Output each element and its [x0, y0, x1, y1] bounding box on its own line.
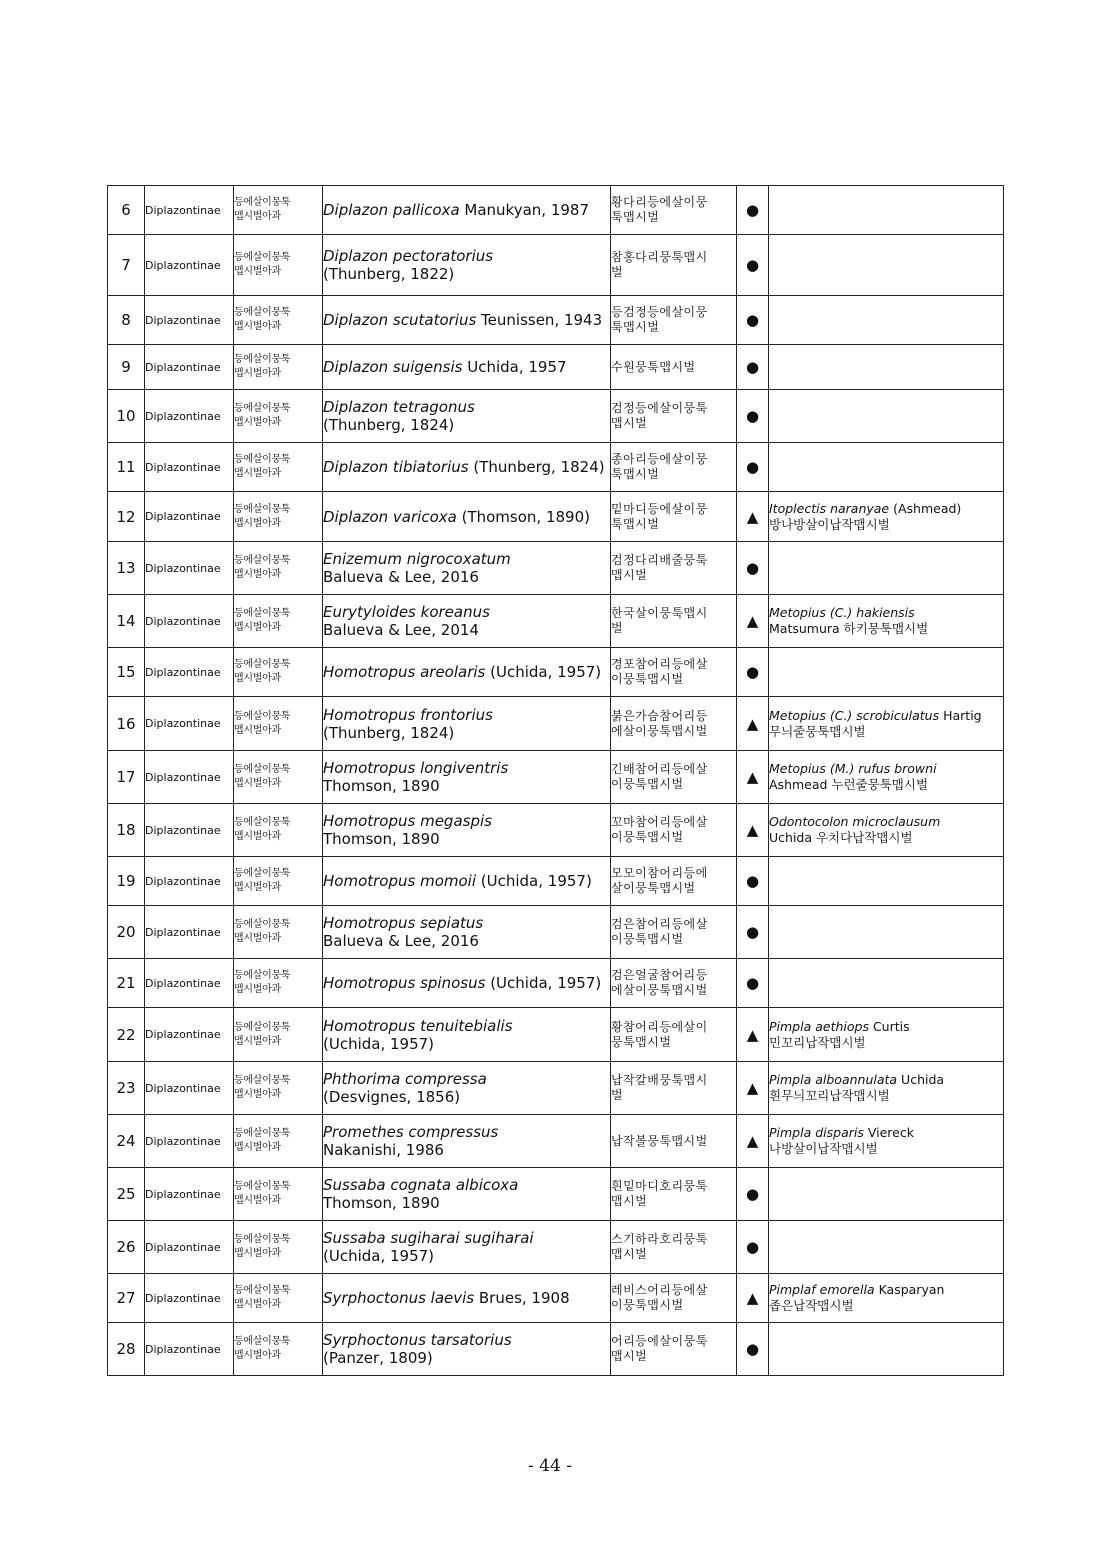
- table-row: [108, 1274, 1004, 1323]
- cell-subfamily: Diplazontinae: [145, 1168, 234, 1221]
- cell-korean-name: 황다리등에살이뭉 툭맵시벌: [611, 186, 737, 235]
- scientific-name-italic: Homotropus areolaris: [323, 663, 486, 681]
- cell-scientific-name: [323, 345, 611, 390]
- circle-marker-icon: ●: [737, 345, 769, 390]
- table-body: [108, 186, 1004, 1376]
- cell-subfamily: Diplazontinae: [145, 345, 234, 390]
- cell-korean-name: 레비스어리등에살 이뭉툭맵시벌: [611, 1274, 737, 1323]
- cell-subfamily: Diplazontinae: [145, 648, 234, 697]
- scientific-name-italic: Eurytyloides koreanus: [323, 603, 490, 621]
- triangle-marker-icon: ▲: [737, 751, 769, 804]
- scientific-name-author: (Uchida, 1957): [323, 1247, 435, 1265]
- triangle-marker-icon: ▲: [737, 1115, 769, 1168]
- scientific-name-author: Thomson, 1890: [323, 1194, 440, 1212]
- scientific-name-author: (Thunberg, 1824): [323, 416, 455, 434]
- scientific-name-italic: Homotropus spinosus: [323, 974, 486, 992]
- scientific-name-author: Brues, 1908: [474, 1289, 570, 1307]
- cell-scientific-name: [323, 1221, 611, 1274]
- scientific-name-author: (Uchida, 1957): [476, 872, 592, 890]
- cell-korean-name: 흰밑마디호리뭉툭 맵시벌: [611, 1168, 737, 1221]
- cell-number: 21: [108, 959, 145, 1008]
- scientific-name-italic: Diplazon varicoxa: [323, 507, 457, 526]
- cell-number: 25: [108, 1168, 145, 1221]
- cell-family-korean: 등에살이뭉툭 맵시벌아과: [234, 186, 323, 235]
- table-row: [108, 443, 1004, 492]
- cell-subfamily: Diplazontinae: [145, 804, 234, 857]
- cell-subfamily: Diplazontinae: [145, 542, 234, 595]
- cell-scientific-name: [323, 648, 611, 697]
- cell-family-korean: 등에살이뭉툭 맵시벌아과: [234, 390, 323, 443]
- cell-number: 22: [108, 1008, 145, 1062]
- cell-scientific-name: [323, 751, 611, 804]
- scientific-name-italic: Sussaba sugiharai sugiharai: [323, 1229, 534, 1247]
- table-row: [108, 345, 1004, 390]
- cell-host: [769, 1323, 1004, 1376]
- cell-host: [769, 1274, 1004, 1323]
- host-name-rest: Matsumura 하키뭉툭맵시벌: [769, 621, 929, 636]
- host-name-italic: Metopius (C.) scrobiculatus: [769, 707, 940, 723]
- scientific-name-author: (Thunberg, 1822): [323, 265, 455, 283]
- scientific-name-italic: Homotropus momoii: [323, 872, 476, 890]
- cell-family-korean: 등에살이뭉툭 맵시벌아과: [234, 296, 323, 345]
- cell-scientific-name: [323, 492, 611, 542]
- cell-host: [769, 595, 1004, 648]
- cell-family-korean: 등에살이뭉툭 맵시벌아과: [234, 1008, 323, 1062]
- cell-korean-name: 황참어리등에살이 뭉툭맵시벌: [611, 1008, 737, 1062]
- scientific-name-italic: Diplazon suigensis: [323, 358, 463, 376]
- cell-number: 23: [108, 1062, 145, 1115]
- cell-number: 12: [108, 492, 145, 542]
- scientific-name-italic: Promethes compressus: [323, 1123, 499, 1141]
- cell-number: 16: [108, 697, 145, 751]
- cell-scientific-name: [323, 1008, 611, 1062]
- cell-number: 18: [108, 804, 145, 857]
- scientific-name-author: Manukyan, 1987: [459, 201, 589, 219]
- scientific-name-author: Thomson, 1890: [323, 830, 440, 848]
- cell-scientific-name: [323, 906, 611, 959]
- table-row: [108, 492, 1004, 542]
- table-row: [108, 1168, 1004, 1221]
- cell-scientific-name: [323, 804, 611, 857]
- cell-korean-name: 수원뭉툭맵시벌: [611, 345, 737, 390]
- cell-korean-name: 모모이참어리등에 살이뭉툭맵시벌: [611, 857, 737, 906]
- circle-marker-icon: ●: [737, 235, 769, 296]
- cell-korean-name: 경포참어리등에살 이뭉툭맵시벌: [611, 648, 737, 697]
- triangle-marker-icon: ▲: [737, 804, 769, 857]
- cell-family-korean: 등에살이뭉툭 맵시벌아과: [234, 1274, 323, 1323]
- cell-korean-name: 붉은가슴참어리등 에살이뭉툭맵시벌: [611, 697, 737, 751]
- cell-family-korean: 등에살이뭉툭 맵시벌아과: [234, 345, 323, 390]
- scientific-name-italic: Phthorima compressa: [323, 1070, 487, 1088]
- cell-number: 7: [108, 235, 145, 296]
- cell-scientific-name: [323, 186, 611, 235]
- cell-number: 14: [108, 595, 145, 648]
- table-row: [108, 751, 1004, 804]
- cell-korean-name: 검정등에살이뭉툭 맵시벌: [611, 390, 737, 443]
- cell-number: 27: [108, 1274, 145, 1323]
- scientific-name-author: (Thunberg, 1824): [468, 458, 605, 476]
- host-name-rest: Uchida 흰무늬꼬리납작맵시벌: [769, 1072, 945, 1103]
- circle-marker-icon: ●: [737, 648, 769, 697]
- cell-subfamily: Diplazontinae: [145, 697, 234, 751]
- cell-number: 10: [108, 390, 145, 443]
- cell-host: [769, 492, 1004, 542]
- cell-family-korean: 등에살이뭉툭 맵시벌아과: [234, 595, 323, 648]
- table-row: [108, 390, 1004, 443]
- host-name-italic: Pimplaf emorella: [769, 1282, 875, 1297]
- scientific-name-italic: Diplazon tibiatorius: [323, 458, 469, 476]
- cell-number: 13: [108, 542, 145, 595]
- scientific-name-author: Thomson, 1890: [323, 777, 440, 795]
- scientific-name-author: Uchida, 1957: [462, 358, 567, 376]
- cell-korean-name: 긴배참어리등에살 이뭉툭맵시벌: [611, 751, 737, 804]
- scientific-name-italic: Diplazon tetragonus: [323, 398, 475, 416]
- triangle-marker-icon: ▲: [737, 595, 769, 648]
- scientific-name-italic: Homotropus sepiatus: [323, 914, 484, 932]
- host-name-rest: Kasparyan 좁은납작맵시벌: [769, 1282, 945, 1313]
- table-row: [108, 959, 1004, 1008]
- cell-family-korean: 등에살이뭉툭 맵시벌아과: [234, 857, 323, 906]
- cell-host: [769, 751, 1004, 804]
- cell-host: [769, 235, 1004, 296]
- scientific-name-author: Balueva & Lee, 2014: [323, 621, 479, 639]
- scientific-name-author: (Panzer, 1809): [323, 1349, 433, 1367]
- cell-subfamily: Diplazontinae: [145, 906, 234, 959]
- cell-host: [769, 542, 1004, 595]
- cell-host: [769, 186, 1004, 235]
- cell-korean-name: 한국살이뭉툭맵시 벌: [611, 595, 737, 648]
- scientific-name-author: (Thunberg, 1824): [323, 723, 455, 742]
- cell-korean-name: 꼬마참어리등에살 이뭉툭맵시벌: [611, 804, 737, 857]
- cell-number: 28: [108, 1323, 145, 1376]
- cell-scientific-name: [323, 1062, 611, 1115]
- circle-marker-icon: ●: [737, 296, 769, 345]
- scientific-name-italic: Diplazon scutatorius: [323, 311, 477, 329]
- table-row: [108, 186, 1004, 235]
- cell-family-korean: 등에살이뭉툭 맵시벌아과: [234, 235, 323, 296]
- cell-subfamily: Diplazontinae: [145, 1323, 234, 1376]
- host-name-rest: Viereck 나방살이납작맵시벌: [769, 1125, 914, 1156]
- cell-scientific-name: [323, 857, 611, 906]
- cell-number: 17: [108, 751, 145, 804]
- species-table: [107, 185, 1004, 1376]
- cell-host: [769, 1221, 1004, 1274]
- cell-number: 8: [108, 296, 145, 345]
- cell-scientific-name: [323, 542, 611, 595]
- cell-subfamily: Diplazontinae: [145, 443, 234, 492]
- cell-number: 6: [108, 186, 145, 235]
- triangle-marker-icon: ▲: [737, 697, 769, 751]
- cell-family-korean: 등에살이뭉툭 맵시벌아과: [234, 959, 323, 1008]
- cell-family-korean: 등에살이뭉툭 맵시벌아과: [234, 804, 323, 857]
- host-name-italic: Odontocolon microclausum: [769, 814, 941, 829]
- cell-scientific-name: [323, 595, 611, 648]
- cell-subfamily: Diplazontinae: [145, 390, 234, 443]
- table-row: [108, 1221, 1004, 1274]
- cell-scientific-name: [323, 1323, 611, 1376]
- cell-family-korean: 등에살이뭉툭 맵시벌아과: [234, 1115, 323, 1168]
- scientific-name-italic: Homotropus megaspis: [323, 812, 492, 830]
- cell-number: 11: [108, 443, 145, 492]
- host-name-rest: Ashmead 누런줄뭉툭맵시벌: [769, 777, 929, 792]
- cell-family-korean: 등에살이뭉툭 맵시벌아과: [234, 697, 323, 751]
- cell-scientific-name: [323, 296, 611, 345]
- scientific-name-italic: Diplazon pectoratorius: [323, 247, 494, 265]
- cell-host: [769, 296, 1004, 345]
- cell-korean-name: 참홍다리뭉툭맵시 벌: [611, 235, 737, 296]
- scientific-name-italic: Homotropus tenuitebialis: [323, 1016, 513, 1035]
- triangle-marker-icon: ▲: [737, 1274, 769, 1323]
- scientific-name-author: (Uchida, 1957): [485, 663, 602, 681]
- table-row: [108, 235, 1004, 296]
- cell-host: [769, 1008, 1004, 1062]
- cell-scientific-name: [323, 959, 611, 1008]
- circle-marker-icon: ●: [737, 443, 769, 492]
- cell-host: [769, 443, 1004, 492]
- host-name-rest: Curtis 민꼬리납작맵시벌: [769, 1018, 910, 1050]
- triangle-marker-icon: ▲: [737, 1008, 769, 1062]
- table-row: [108, 804, 1004, 857]
- cell-korean-name: 어리등에살이뭉툭 맵시벌: [611, 1323, 737, 1376]
- cell-host: [769, 804, 1004, 857]
- cell-family-korean: 등에살이뭉툭 맵시벌아과: [234, 492, 323, 542]
- scientific-name-author: Nakanishi, 1986: [323, 1141, 444, 1159]
- cell-host: [769, 390, 1004, 443]
- cell-korean-name: 종아리등에살이뭉 툭맵시벌: [611, 443, 737, 492]
- cell-korean-name: 스기하라호리뭉툭 맵시벌: [611, 1221, 737, 1274]
- cell-korean-name: 검정다리배줄뭉툭 맵시벌: [611, 542, 737, 595]
- cell-subfamily: Diplazontinae: [145, 186, 234, 235]
- cell-family-korean: 등에살이뭉툭 맵시벌아과: [234, 1062, 323, 1115]
- table-row: [108, 1323, 1004, 1376]
- cell-family-korean: 등에살이뭉툭 맵시벌아과: [234, 1221, 323, 1274]
- cell-number: 15: [108, 648, 145, 697]
- cell-scientific-name: [323, 443, 611, 492]
- cell-family-korean: 등에살이뭉툭 맵시벌아과: [234, 1323, 323, 1376]
- cell-host: [769, 959, 1004, 1008]
- cell-family-korean: 등에살이뭉툭 맵시벌아과: [234, 1168, 323, 1221]
- scientific-name-italic: Homotropus frontorius: [323, 705, 493, 724]
- cell-number: 20: [108, 906, 145, 959]
- scientific-name-italic: Homotropus longiventris: [323, 759, 509, 777]
- scientific-name-author: Teunissen, 1943: [476, 311, 603, 329]
- circle-marker-icon: ●: [737, 1221, 769, 1274]
- cell-family-korean: 등에살이뭉툭 맵시벌아과: [234, 751, 323, 804]
- page-number: - 44 -: [528, 1456, 572, 1476]
- circle-marker-icon: ●: [737, 906, 769, 959]
- cell-subfamily: Diplazontinae: [145, 1274, 234, 1323]
- cell-subfamily: Diplazontinae: [145, 751, 234, 804]
- cell-korean-name: 검은참어리등에살 이뭉툭맵시벌: [611, 906, 737, 959]
- cell-number: 19: [108, 857, 145, 906]
- cell-subfamily: Diplazontinae: [145, 1008, 234, 1062]
- cell-subfamily: Diplazontinae: [145, 1221, 234, 1274]
- circle-marker-icon: ●: [737, 959, 769, 1008]
- table-row: [108, 1008, 1004, 1062]
- host-name-italic: Pimpla alboannulata: [769, 1072, 898, 1087]
- cell-family-korean: 등에살이뭉툭 맵시벌아과: [234, 906, 323, 959]
- cell-subfamily: Diplazontinae: [145, 959, 234, 1008]
- circle-marker-icon: ●: [737, 1168, 769, 1221]
- circle-marker-icon: ●: [737, 186, 769, 235]
- triangle-marker-icon: ▲: [737, 1062, 769, 1115]
- table-row: [108, 648, 1004, 697]
- host-name-italic: Itoplectis naranyae: [769, 500, 890, 516]
- host-name-italic: Metopius (C.) hakiensis: [769, 605, 915, 620]
- cell-subfamily: Diplazontinae: [145, 857, 234, 906]
- cell-korean-name: 납작칼배뭉툭맵시 벌: [611, 1062, 737, 1115]
- cell-korean-name: 검은얼굴참어리등 에살이뭉툭맵시벌: [611, 959, 737, 1008]
- host-name-rest: (Ashmead) 방나방살이납작맵시벌: [769, 500, 962, 532]
- scientific-name-italic: Syrphoctonus laevis: [323, 1289, 475, 1307]
- cell-scientific-name: [323, 1168, 611, 1221]
- cell-subfamily: Diplazontinae: [145, 492, 234, 542]
- scientific-name-italic: Enizemum nigrocoxatum: [323, 550, 511, 568]
- scientific-name-italic: Sussaba cognata albicoxa: [323, 1176, 519, 1194]
- scientific-name-author: Balueva & Lee, 2016: [323, 568, 479, 586]
- cell-number: 9: [108, 345, 145, 390]
- cell-scientific-name: [323, 697, 611, 751]
- cell-korean-name: 밑마디등에살이뭉 툭맵시벌: [611, 492, 737, 542]
- table-row: [108, 296, 1004, 345]
- cell-host: [769, 648, 1004, 697]
- scientific-name-author: (Thomson, 1890): [456, 507, 590, 526]
- cell-subfamily: Diplazontinae: [145, 595, 234, 648]
- cell-subfamily: Diplazontinae: [145, 1062, 234, 1115]
- circle-marker-icon: ●: [737, 1323, 769, 1376]
- cell-scientific-name: [323, 235, 611, 296]
- scientific-name-author: (Uchida, 1957): [323, 1034, 435, 1053]
- host-name-rest: Hartig 무늬줄뭉툭맵시벌: [769, 707, 982, 739]
- scientific-name-author: Balueva & Lee, 2016: [323, 932, 479, 950]
- host-name-rest: Uchida 우치다납작맵시벌: [769, 830, 913, 845]
- cell-subfamily: Diplazontinae: [145, 1115, 234, 1168]
- table-row: [108, 857, 1004, 906]
- cell-host: [769, 345, 1004, 390]
- table-row: [108, 1062, 1004, 1115]
- cell-scientific-name: [323, 1115, 611, 1168]
- table-row: [108, 595, 1004, 648]
- cell-family-korean: 등에살이뭉툭 맵시벌아과: [234, 648, 323, 697]
- cell-subfamily: Diplazontinae: [145, 235, 234, 296]
- cell-host: [769, 857, 1004, 906]
- cell-scientific-name: [323, 390, 611, 443]
- cell-scientific-name: [323, 1274, 611, 1323]
- scientific-name-author: (Uchida, 1957): [485, 974, 602, 992]
- cell-host: [769, 906, 1004, 959]
- cell-korean-name: 등검정등에살이뭉 툭맵시벌: [611, 296, 737, 345]
- cell-host: [769, 697, 1004, 751]
- table-row: [108, 542, 1004, 595]
- cell-family-korean: 등에살이뭉툭 맵시벌아과: [234, 443, 323, 492]
- host-name-italic: Pimpla disparis: [769, 1125, 864, 1140]
- host-name-italic: Metopius (M.) rufus browni: [769, 761, 937, 776]
- cell-host: [769, 1168, 1004, 1221]
- cell-korean-name: 납작볼뭉툭맵시벌: [611, 1115, 737, 1168]
- cell-subfamily: Diplazontinae: [145, 296, 234, 345]
- host-name-italic: Pimpla aethiops: [769, 1018, 869, 1034]
- scientific-name-author: (Desvignes, 1856): [323, 1088, 461, 1106]
- circle-marker-icon: ●: [737, 542, 769, 595]
- scientific-name-italic: Diplazon pallicoxa: [323, 201, 460, 219]
- table-row: [108, 697, 1004, 751]
- cell-number: 26: [108, 1221, 145, 1274]
- cell-host: [769, 1115, 1004, 1168]
- cell-family-korean: 등에살이뭉툭 맵시벌아과: [234, 542, 323, 595]
- circle-marker-icon: ●: [737, 857, 769, 906]
- table-row: [108, 906, 1004, 959]
- cell-host: [769, 1062, 1004, 1115]
- triangle-marker-icon: ▲: [737, 492, 769, 542]
- circle-marker-icon: ●: [737, 390, 769, 443]
- scientific-name-italic: Syrphoctonus tarsatorius: [323, 1331, 512, 1349]
- table-row: [108, 1115, 1004, 1168]
- cell-number: 24: [108, 1115, 145, 1168]
